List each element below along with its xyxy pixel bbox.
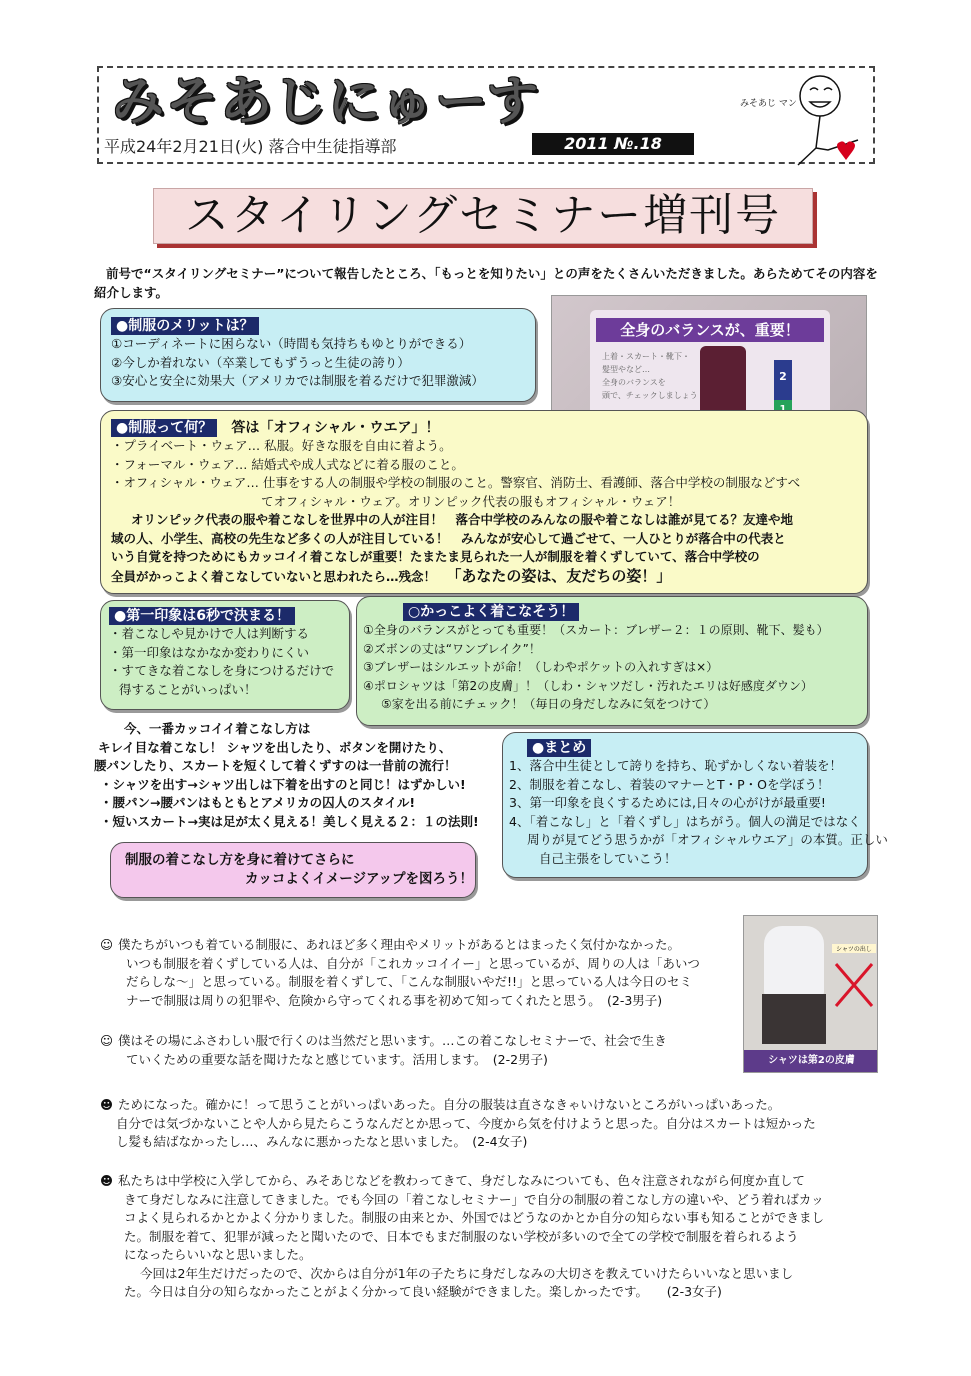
- slogan-box: [110, 842, 476, 898]
- slide-line: 上着・スカート・靴下・: [602, 352, 690, 361]
- slogan-line: カッコよくイメージアップを図ろう！: [245, 870, 474, 887]
- slogan-line: 制服の着こなし方を身に着けてさらに: [125, 852, 355, 868]
- comment-line: だらしな～」と思っている。制服を着くずして、「こんな制服いやだ!!」と思っている人は今日のセミ: [126, 974, 693, 989]
- newsletter-masthead: みそあじにゅーす: [112, 72, 541, 132]
- summary-heading: ●まとめ: [527, 739, 591, 757]
- trend-line: ・短いスカート→実は足が太く見える！美しく見える２：１の法則!: [100, 813, 479, 829]
- cross-mark-icon: [832, 960, 876, 1010]
- importance-line: いう自覚を持つためにもカッコイイ着こなしが重要！たまたま見られた一人が制服を着くずしていて、落合中学校の: [111, 549, 760, 564]
- smiley-filled-icon: ☻: [100, 1173, 114, 1188]
- bar-value-2: 2: [779, 370, 787, 383]
- smiley-filled-icon: ☻: [100, 1097, 114, 1112]
- merit-item: ③安心と安全に効果大（アメリカでは制服を着るだけで犯罪激減）: [111, 373, 484, 388]
- summary-box: [502, 732, 888, 878]
- slide-line: 全身のバランスを: [602, 378, 666, 387]
- comment-line: コよく見られるかとかよく分かりました。制服の由来とか、外国ではどうなのかとか自分の知らない事も知ることができまし: [124, 1210, 825, 1225]
- intro-paragraph: 前号で“スタイリングセミナー”について報告したところ、「もっとを知りたい」との声をたくさんいただきました。あらためてその内容を紹介します。: [94, 266, 878, 300]
- blazer-figure: [700, 346, 746, 412]
- comment-line: 僕はその場にふさわしい服で行くのは当然だと思います。…この着こなしセミナーで、社会で生き: [118, 1033, 667, 1048]
- first-impression-item: ・すてきな着こなしを身につけるだけで: [109, 663, 335, 678]
- trend-line: 腰パンしたり、スカートを短くして着くずすのは一昔前の流行！: [94, 758, 457, 773]
- summary-item: 自己主張をしていこう！: [539, 850, 677, 866]
- shirt-label-top: シャツの出し: [832, 944, 876, 953]
- summary-item: 2、制服を着こなし、着装のマナーとT・P・Oを学ぼう！: [509, 776, 830, 792]
- emphasis-quote: 「あなたの姿は、友だちの姿！」: [446, 566, 672, 585]
- wear-it-cool-box: [356, 596, 868, 726]
- wear-type-item: ・オフィシャル・ウェア… 仕事をする人の制服や学校の制服のこと。警察官、消防士、看護師、落合中学校の制服などすべ: [111, 475, 801, 490]
- first-impression-item: 得することがいっぱい！: [119, 681, 257, 697]
- smiley-icon: ☺: [100, 937, 114, 952]
- first-impression-item: ・着こなしや見かけで人は判断する: [109, 626, 310, 641]
- cool-tip: ⑤家を出る前にチェック！（毎日の身だしなみに気をつけて）: [381, 697, 716, 711]
- comment-line: 今回は2年生だけだったので、次からは自分が1年の子たちに身だしなみの大切さを教えていけたらいいなと思いまし: [140, 1265, 794, 1281]
- comment-line: た。今日は自分の知らなかったことがよく分かって良い経験ができました。楽しかったです。 (2-3女子): [124, 1284, 722, 1299]
- comment-line: になったらいいなと思いました。: [124, 1247, 312, 1262]
- comment-line: きて身だしなみに注意してきました。でも今回の「着こなしセミナー」で自分の制服の着こなし方の違いや、どう着ればカッ: [124, 1191, 824, 1207]
- importance-line: オリンピック代表の服や着こなしを世界中の人が注目！ 落合中学校のみんなの服や着こなしは誰が見てる？友達や地: [131, 512, 794, 527]
- what-is-uniform-box: [100, 410, 868, 594]
- merit-heading: ●制服のメリットは？: [111, 317, 259, 335]
- wear-type-item: ・フォーマル・ウェア… 結婚式や成人式などに着る服のこと。: [111, 456, 464, 472]
- comment-line: 自分では気づかないことや人から見たらこうなんだとか思って、今度から気を付けようと思った。自分はスカートは短かった: [116, 1115, 816, 1131]
- cool-tip: ④ポロシャツは「第2の皮膚」！（しわ・シャツだし・汚れたエリは好感度ダウン）: [363, 678, 813, 693]
- first-impression-box: [100, 600, 350, 710]
- student-comment: [100, 1096, 880, 1152]
- slide-banner: 全身のバランスが、重要！: [596, 318, 824, 342]
- shirt-label-bottom: シャツは第2の皮膚: [744, 1050, 878, 1072]
- student-comment: [100, 1172, 880, 1302]
- trend-line: 今、一番カッコイイ着こなし方は: [124, 721, 311, 736]
- slide-line: 頭で、チェックしましょう: [602, 391, 698, 400]
- comment-line: た。制服を着て、犯罪が減ったと聞いたので、日本でもまだ制服のない学校が多いので全ての学校で制服を着られるよう: [124, 1228, 799, 1244]
- wear-it-cool-heading: ○かっこよく着こなそう！: [403, 603, 579, 621]
- issue-number: 2011 №.18: [532, 133, 694, 155]
- mascot-name: みそあじ マン: [740, 99, 797, 109]
- merit-item: ②今しか着れない（卒業してもずうっと生徒の誇り）: [111, 354, 410, 370]
- student-comment: [100, 1032, 740, 1069]
- summary-item: 3、第一印象を良くするためには,日々の心がけが最重要!: [509, 795, 826, 810]
- slide-line: 髪型やなど…: [602, 365, 650, 374]
- wear-type-item: てオフィシャル・ウェア。オリンピック代表の服もオフィシャル・ウェア！: [261, 493, 681, 509]
- importance-line: 域の人、小学生、高校の先生など多くの人が注目している！ みんなが安心して過ごせて、一人ひとりが落合中の代表と: [111, 530, 786, 546]
- comment-line: ためになった。確かに！って思うことがいっぱいあった。自分の服装は直さなきゃいけないところがいっぱいあった。: [118, 1097, 781, 1112]
- page-title: スタイリングセミナー増刊号: [184, 190, 782, 241]
- cool-tip: ②ズボンの丈は“ワンブレイク”！: [363, 641, 541, 656]
- comment-line: ていくための重要な話を聞けたなと感じています。活用します。 (2-2男子): [126, 1051, 548, 1067]
- first-impression-item: ・第一印象はなかなか変わりにくい: [109, 644, 310, 660]
- first-impression-heading: ●第一印象は6秒で決まる！: [109, 607, 295, 625]
- wear-type-item: ・プライベート・ウェア… 私服。好きな服を自由に着よう。: [111, 438, 452, 453]
- shirt-photo: [743, 915, 878, 1073]
- cool-tip: ③ブレザーはシルエットが命！（しわやポケットの入れすぎは×）: [363, 660, 719, 674]
- trend-line: ・腰パン→腰パンはもともとアメリカの囚人のスタイル!: [100, 795, 416, 810]
- comment-line: 私たちは中学校に入学してから、みそあじなどを教わってきて、身だしなみについても、色々注意されながら何度か直して: [118, 1173, 805, 1188]
- summary-item: 1、落合中生徒として誇りを持ち、恥ずかしくない着装を！: [509, 758, 842, 773]
- trend-line: キレイ目な着こなし！ シャツを出したり、ボタンを開けたり、: [98, 739, 452, 755]
- student-comment: [100, 936, 740, 1010]
- trend-section: [94, 720, 504, 831]
- comment-line: ナーで制服は周りの犯罪や、危険から守ってくれる事を初めて知ってくれたと思う。 (2-3男子): [126, 992, 663, 1008]
- comment-line: いつも制服を着くずしている人は、自分が「これカッコイイー」と思っているが、周りの人は「あいつ: [126, 955, 700, 971]
- cool-tip: ①全身のバランスがとっても重要！（スカート：ブレザー２：１の原則、靴下、髪も）: [363, 623, 829, 637]
- trend-line: ・シャツを出す→シャツ出しは下着を出すのと同じ！はずかしい!: [100, 776, 466, 792]
- comment-line: し髪も結ばなかったし…、みんなに悪かったなと思いました。 (2-4女子): [116, 1134, 528, 1149]
- what-is-heading: ●制服って何？: [111, 419, 217, 437]
- what-is-answer: 答は「オフィシャル・ウエア」！: [231, 420, 440, 436]
- merit-box: [100, 308, 536, 402]
- summary-item: 4、「着こなし」と「着くずし」はちがう。個人の満足ではなく: [509, 813, 861, 829]
- comment-line: 僕たちがいつも着ている制服に、あれほど多く理由やメリットがあるとはまったく気付かなかった。: [118, 937, 681, 952]
- smiley-icon: ☺: [100, 1033, 114, 1048]
- merit-item: ①コーディネートに困らない（時間も気持ちもゆとりができる）: [111, 336, 472, 351]
- importance-line: 全員がかっこよく着こなしていないと思われたら…残念！: [111, 568, 437, 584]
- summary-item: 周りが見てどう思うかが「オフィシャルウエア」の本質。正しい: [527, 832, 888, 847]
- mascot-illustration: [768, 70, 878, 170]
- dateline: 平成24年2月21日(火) 落合中生徒指導部: [104, 137, 397, 156]
